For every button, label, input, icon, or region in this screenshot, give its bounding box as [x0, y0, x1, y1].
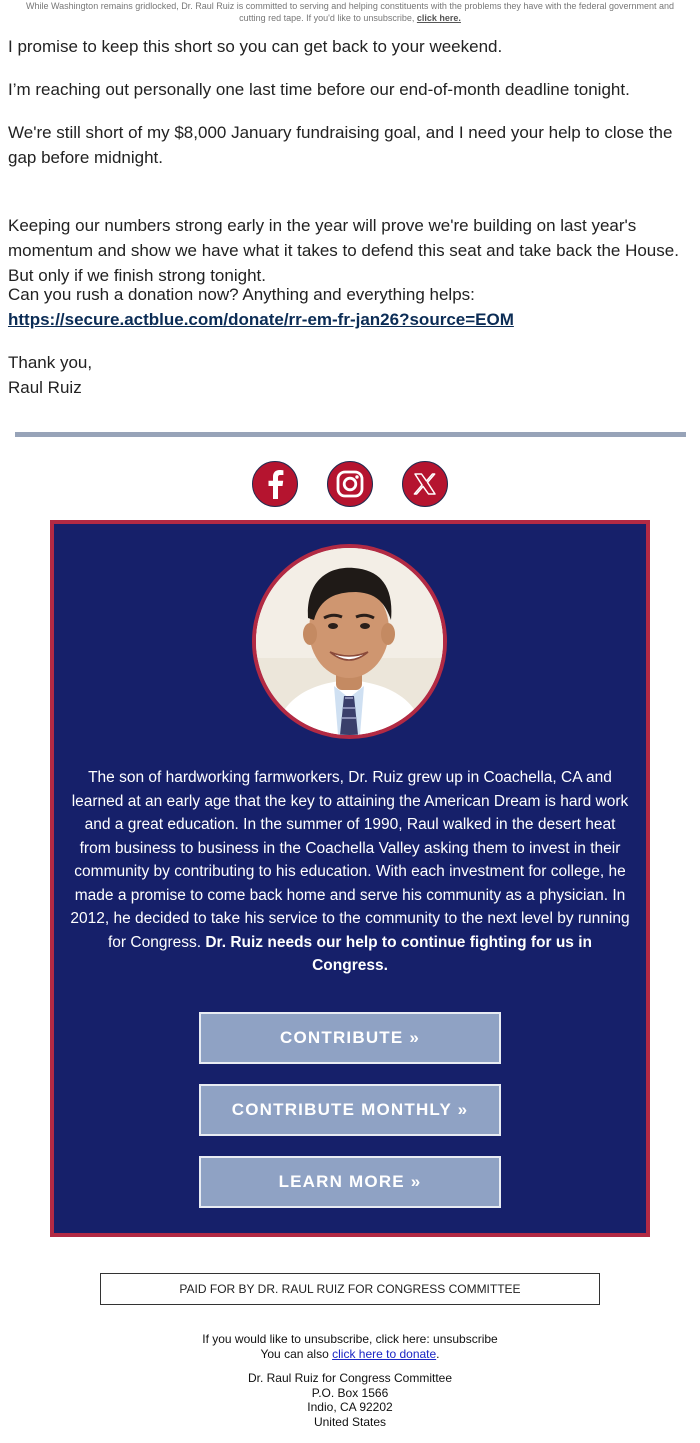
bio-callout: Dr. Ruiz needs our help to continue fighting for us in Congress. [205, 933, 592, 974]
preheader [20, 0, 680, 24]
donate-line [100, 1347, 600, 1362]
portrait-photo [252, 544, 447, 739]
signoff-block [8, 350, 692, 400]
unsubscribe-line[interactable]: If you would like to unsubscribe, click here: unsubscribe [202, 1332, 498, 1346]
bio-text [68, 766, 632, 978]
message-paragraph-5 [8, 282, 692, 332]
message-paragraph-4: Keeping our numbers strong early in the year will prove we're building on last year's momentum and show we have what it takes to defend this seat and take back the House. But only if we finish strong tonight. [8, 216, 679, 285]
committee-name: Dr. Raul Ruiz for Congress Committee [247, 1371, 453, 1385]
x-link[interactable] [402, 461, 448, 507]
preheader-unsubscribe-link[interactable]: click here. [416, 13, 461, 23]
donate-url-link[interactable]: https://secure.actblue.com/donate/rr-em-fr-jan26?source=EOM [8, 310, 514, 329]
bio-panel [50, 520, 650, 1237]
donate-line-prefix: You can also [260, 1346, 333, 1361]
learn-more-button[interactable]: LEARN MORE » [199, 1156, 501, 1208]
portrait-illustration [256, 548, 443, 735]
signature: Raul Ruiz [8, 378, 82, 397]
message-paragraph-2: I’m reaching out personally one last time before our end-of-month deadline tonight. [8, 80, 630, 99]
country: United States [313, 1414, 387, 1429]
message-paragraph-3: We're still short of my $8,000 January fundraising goal, and I need your help to close the gap before midnight. [8, 123, 673, 167]
contribute-monthly-button[interactable]: CONTRIBUTE MONTHLY » [199, 1084, 501, 1136]
mailing-address [100, 1371, 600, 1429]
preheader-text: While Washington remains gridlocked, Dr. Raul Ruiz is committed to serving and helping constituents with the problems they have with the federal government and cutting red tape. If you'd like to unsubscribe, [26, 1, 674, 23]
contribute-button[interactable]: CONTRIBUTE » [199, 1012, 501, 1064]
signoff: Thank you, [8, 353, 93, 372]
footer-links [100, 1332, 600, 1361]
bio-body: The son of hardworking farmworkers, Dr. Ruiz grew up in Coachella, CA and learned at an early age that the key to attaining the American Dream is hard work and a great education. In the summer of 1990, Raul walked in the desert heat from business to business in the Coachella Valley asking them to invest in their community by contributing to his education. With each investment for college, he made a promise to come back home and serve his community as a physician. In 2012, he decided to take his service to the community to the next level by running for Congress. [70, 769, 630, 951]
po-box: P.O. Box 1566 [311, 1385, 389, 1400]
instagram-icon [336, 470, 364, 498]
city-state-zip: Indio, CA 92202 [307, 1400, 393, 1414]
donate-line-suffix: . [436, 1346, 440, 1361]
footer-donate-link[interactable]: click here to donate [332, 1346, 437, 1361]
divider [15, 432, 686, 437]
message-paragraph-1: I promise to keep this short so you can get back to your weekend. [8, 37, 503, 56]
donation-ask: Can you rush a donation now? Anything and everything helps: [8, 285, 475, 304]
x-icon [413, 472, 437, 496]
facebook-icon [264, 469, 286, 499]
instagram-link[interactable] [327, 461, 373, 507]
paid-for-disclaimer: PAID FOR BY DR. RAUL RUIZ FOR CONGRESS COMMITTEE [100, 1273, 600, 1305]
facebook-link[interactable] [252, 461, 298, 507]
